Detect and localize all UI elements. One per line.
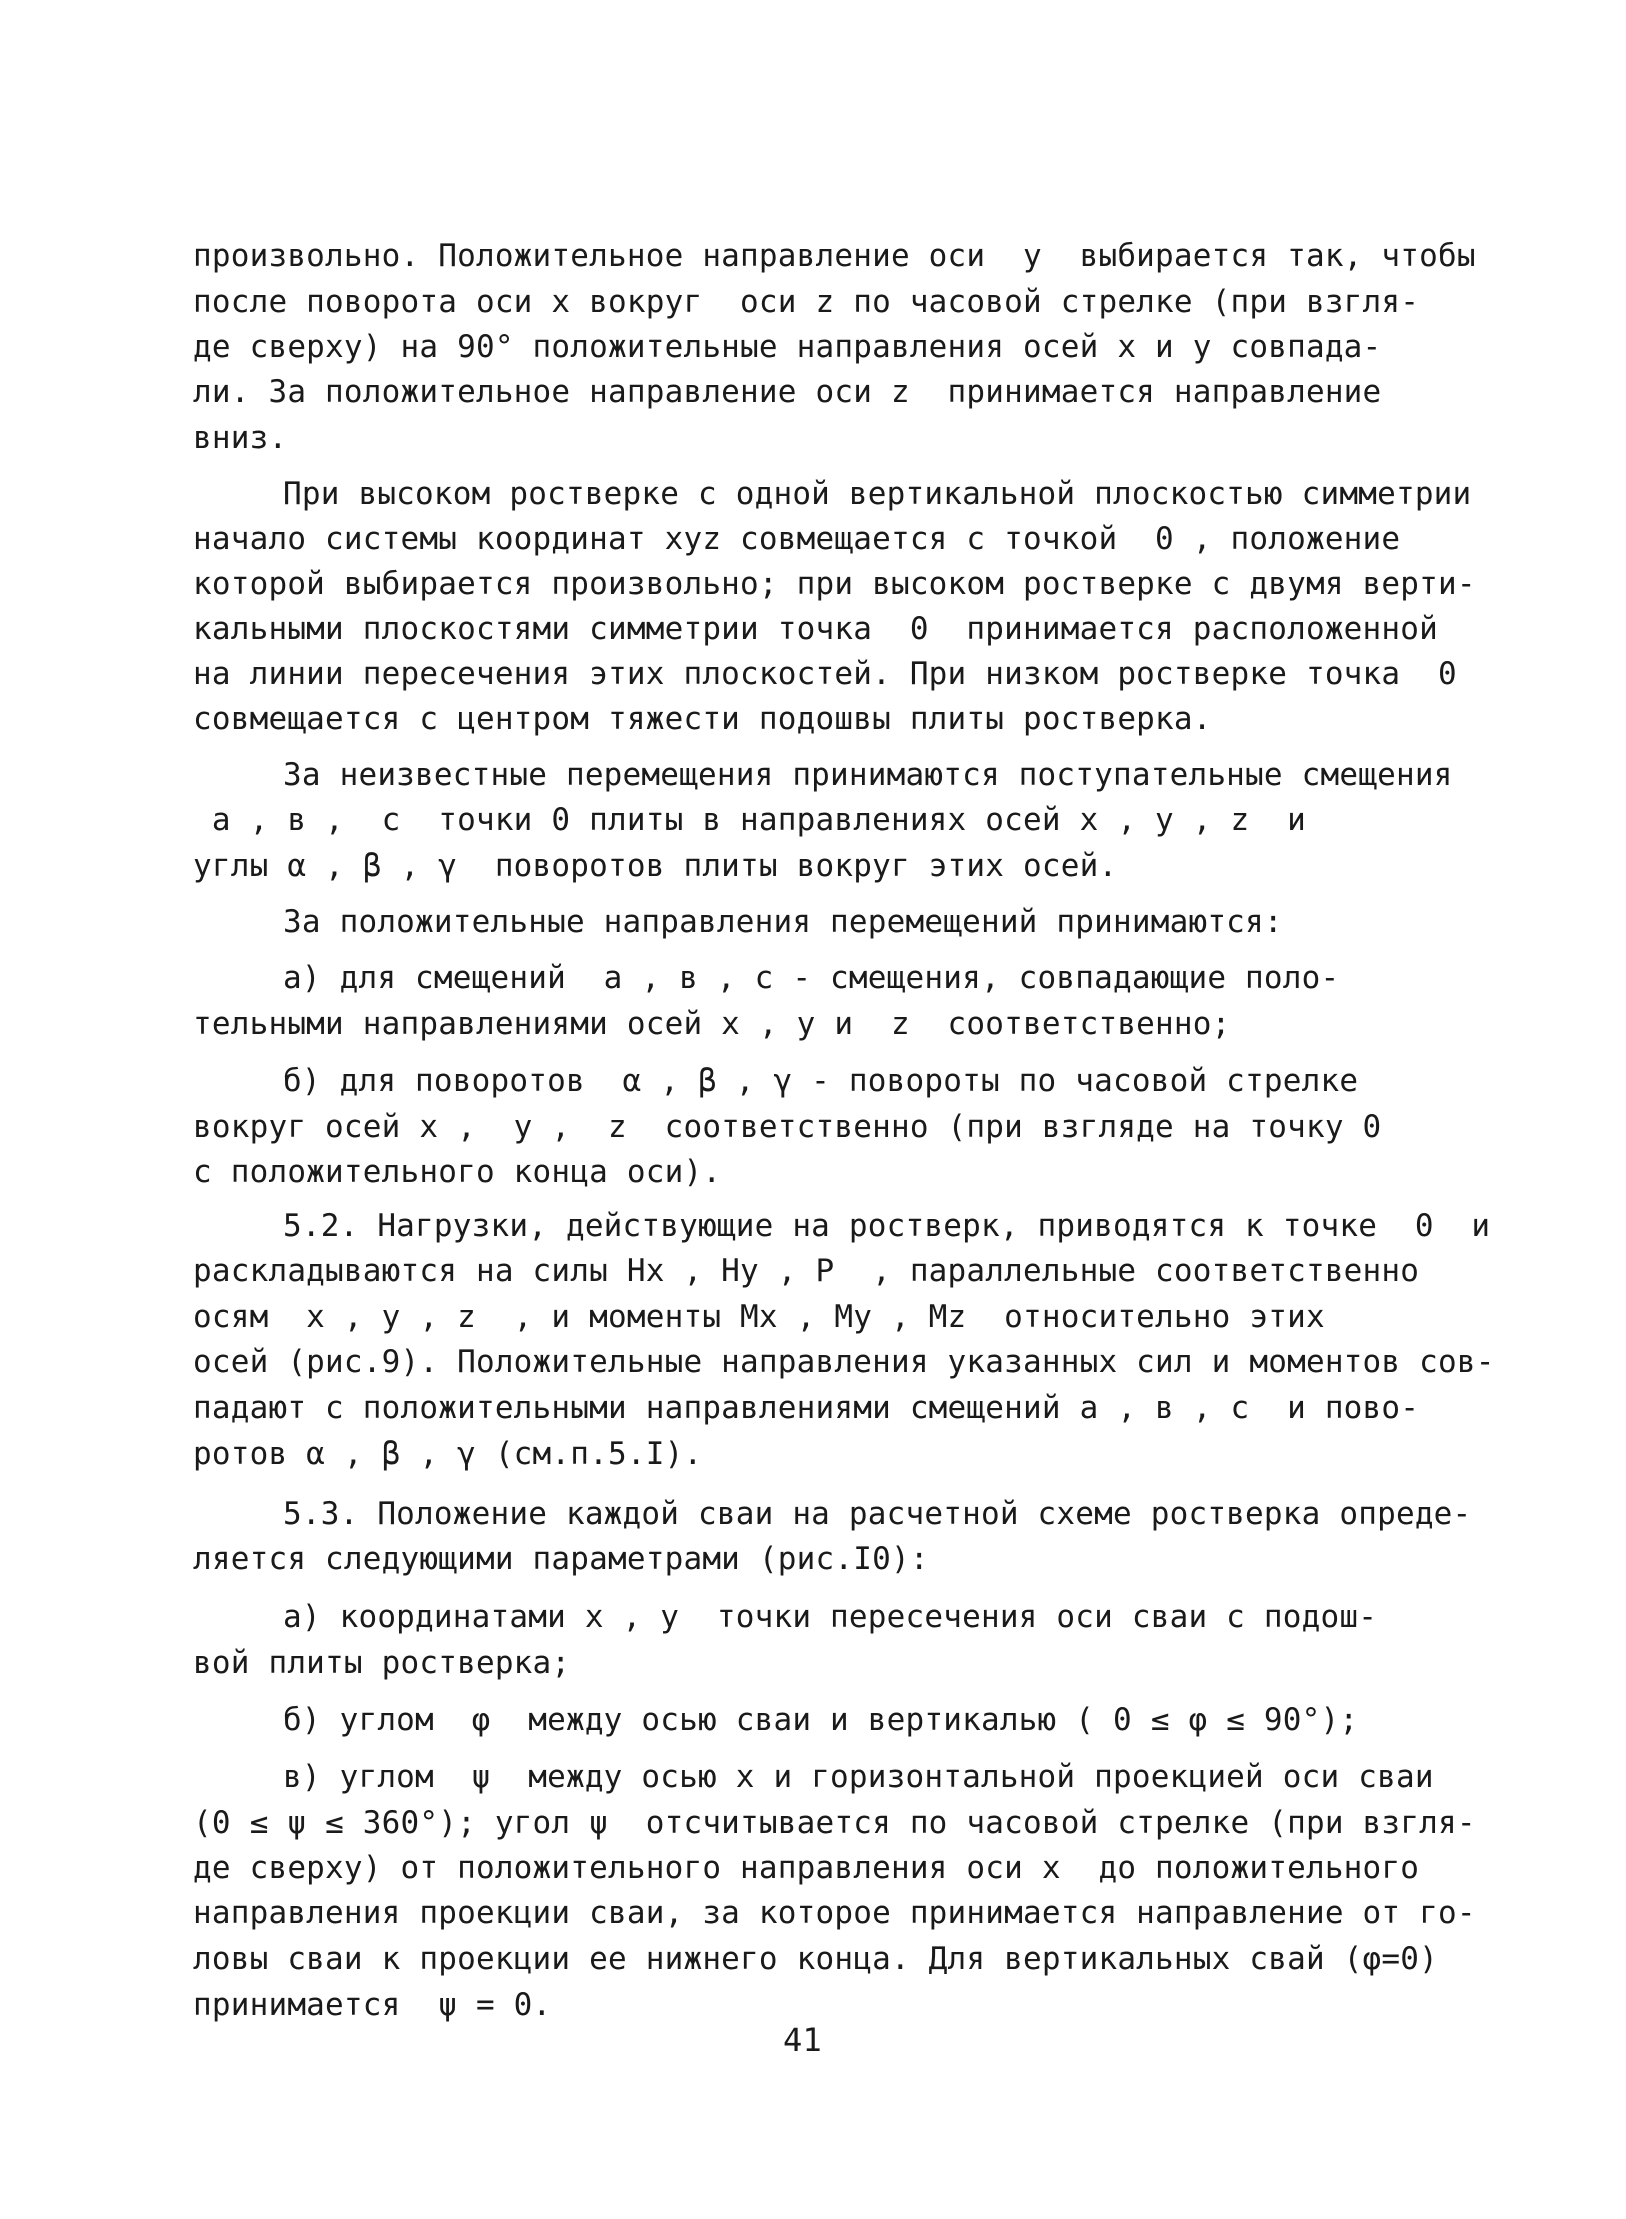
text-line: принимается ψ = 0. (193, 1987, 552, 2023)
text-line: При высоком ростверке с одной вертикальной плоскостью симметрии (283, 476, 1472, 512)
text-line: б) для поворотов α , β , γ - повороты по часовой стрелке (283, 1063, 1359, 1099)
text-line: с положительного конца оси). (193, 1154, 722, 1190)
text-line: б) углом φ между осью сваи и вертикалью ( 0 ≤ φ ≤ 90°); (283, 1702, 1359, 1738)
text-line: вокруг осей x , y , z соответственно (при взгляде на точку 0 (193, 1109, 1382, 1145)
text-line: осей (рис.9). Положительные направления указанных сил и моментов сов- (193, 1344, 1495, 1380)
text-line: а) координатами x , y точки пересечения оси сваи с подош- (283, 1599, 1378, 1635)
text-line: тельными направлениями осей x , y и z соответственно; (193, 1006, 1231, 1042)
text-line: падают с положительными направлениями смещений a , в , c и пово- (193, 1390, 1420, 1426)
page-number: 41 (783, 2021, 822, 2059)
text-line: 5.2. Нагрузки, действующие на ростверк, приводятся к точке 0 и (283, 1208, 1491, 1244)
text-line: углы α , β , γ поворотов плиты вокруг этих осей. (193, 848, 1118, 884)
text-line: ловы сваи к проекции ее нижнего конца. Для вертикальных свай (φ=0) (193, 1941, 1438, 1977)
text-line: осям x , y , z , и моменты Mx , My , Mz относительно этих (193, 1299, 1325, 1335)
text-line: начало системы координат xyz совмещается с точкой 0 , положение (193, 521, 1401, 557)
text-line: в) углом ψ между осью x и горизонтальной проекцией оси сваи (283, 1759, 1434, 1795)
text-line: на линии пересечения этих плоскостей. При низком ростверке точка 0 (193, 656, 1457, 692)
text-line: (0 ≤ ψ ≤ 360°); угол ψ отсчитывается по часовой стрелке (при взгля- (193, 1805, 1476, 1841)
text-line: совмещается с центром тяжести подошвы плиты ростверка. (193, 701, 1212, 737)
text-line: 5.3. Положение каждой сваи на расчетной схеме ростверка опреде- (283, 1496, 1472, 1532)
text-line: ли. За положительное направление оси z принимается направление (193, 374, 1382, 410)
text-line: a , в , c точки 0 плиты в направлениях осей x , y , z и (193, 802, 1306, 838)
text-line: де сверху) от положительного направления оси x до положительного (193, 1850, 1420, 1886)
text-line: раскладываются на силы Hx , Hy , P , параллельные соответственно (193, 1253, 1420, 1289)
text-line: ляется следующими параметрами (рис.I0): (193, 1541, 929, 1577)
text-line: направления проекции сваи, за которое принимается направление от го- (193, 1895, 1476, 1931)
text-line: произвольно. Положительное направление оси y выбирается так, чтобы (193, 238, 1476, 274)
text-line: после поворота оси x вокруг оси z по часовой стрелке (при взгля- (193, 284, 1420, 320)
text-line: де сверху) на 90° положительные направления осей x и y совпада- (193, 329, 1382, 365)
text-line: За положительные направления перемещений принимаются: (283, 904, 1283, 940)
text-line: вниз. (193, 420, 288, 456)
text-line: а) для смещений a , в , c - смещения, совпадающие поло- (283, 960, 1340, 996)
text-line: которой выбирается произвольно; при высоком ростверке с двумя верти- (193, 566, 1476, 602)
text-line: За неизвестные перемещения принимаются поступательные смещения (283, 757, 1453, 793)
text-line: кальными плоскостями симметрии точка 0 принимается расположенной (193, 611, 1438, 647)
text-line: ротов α , β , γ (см.п.5.I). (193, 1436, 703, 1472)
text-line: вой плиты ростверка; (193, 1645, 571, 1681)
